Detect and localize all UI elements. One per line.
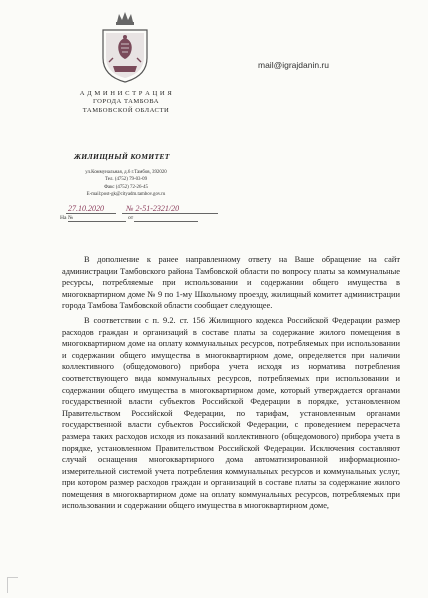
contact-email: E-mail:post-gk@cityadm.tambov.gov.ru [86, 192, 166, 198]
reference-label-no: На № [60, 215, 74, 221]
reference-label-ot: от [128, 215, 134, 221]
coat-of-arms-emblem [99, 8, 151, 84]
letter-body [62, 254, 400, 512]
handwritten-number: № 2-51-2321/20 [126, 204, 180, 213]
ref-no-underline [68, 221, 126, 222]
page-corner-mark [7, 577, 18, 593]
header-block [58, 90, 194, 115]
number-underline [122, 213, 218, 214]
body-paragraph-2: В соответствии с п. 9.2. ст. 156 Жилищного кодекса Российской Федерации размер расходов граждан и организаций в составе платы за содержание жилого помещения в многоквартирном доме на оплату коммунальных ресурсов, потребляемых при использовании и содержании общего имущества в многоквартирном доме, определяется при наличии коллективного (общедомового) прибора учета исходя из норматива потребления соответствующего вида коммунальных ресурсов, потребляемых при использовании и содержании общего имущества в многоквартирном доме, который утверждается органами государственной власти субъектов Российской Федерации в порядке, установленном Правительством Российской Федерации, по тарифам, установленным органами государственной власти субъектов Российской Федерации, с проведением перерасчета размера таких расходов исходя из показаний коллективного (общедомового) прибора учета в порядке, установленном Правительством Российской Федерации. Исключения составляют случай оснащения многоквартирного дома автоматизированной информационно-измерительной системой учета потребления коммунальных ресурсов и коммунальных услуг, при котором размер расходов граждан и организаций в составе платы за содержание жилого помещения в многоквартирном доме на оплату коммунальных ресурсов, потребляемых при использовании и содержании общего имущества в многоквартирном доме, [62, 315, 400, 511]
header-administration: А Д М И Н И С Т Р А Ц И Я [79, 90, 173, 97]
contacts-block [58, 169, 194, 199]
date-underline [66, 213, 116, 214]
reference-line [60, 204, 220, 223]
ref-ot-underline [134, 221, 198, 222]
contact-fax: Факс (4752) 72-26-45 [104, 184, 148, 190]
header-city: ГОРОДА ТАМБОВА [92, 98, 160, 106]
body-paragraph-1: В дополнение к ранее направленному ответу на Ваше обращение на сайт администрации Тамбовского района Тамбовской области по вопросу платы за коммунальные ресурсы, потребляемые при использовании и содержании общего имущества в многоквартирном доме № 9 по 1-му Школьному проезду, жилищный комитет администрации города Тамбова Тамбовской области сообщает следующее. [62, 255, 400, 311]
committee-title: ЖИЛИЩНЫЙ КОМИТЕТ [74, 152, 170, 161]
handwritten-date: 27.10.2020 [68, 204, 104, 213]
top-email: mail@igrajdanin.ru [258, 60, 329, 70]
contact-address: ул.Коммунальная, д.6 г.Тамбов, 392020 [85, 170, 167, 175]
contact-tel: Тел. (4752) 79-03-09 [104, 177, 148, 183]
header-region: ТАМБОВСКОЙ ОБЛАСТИ [82, 106, 170, 114]
